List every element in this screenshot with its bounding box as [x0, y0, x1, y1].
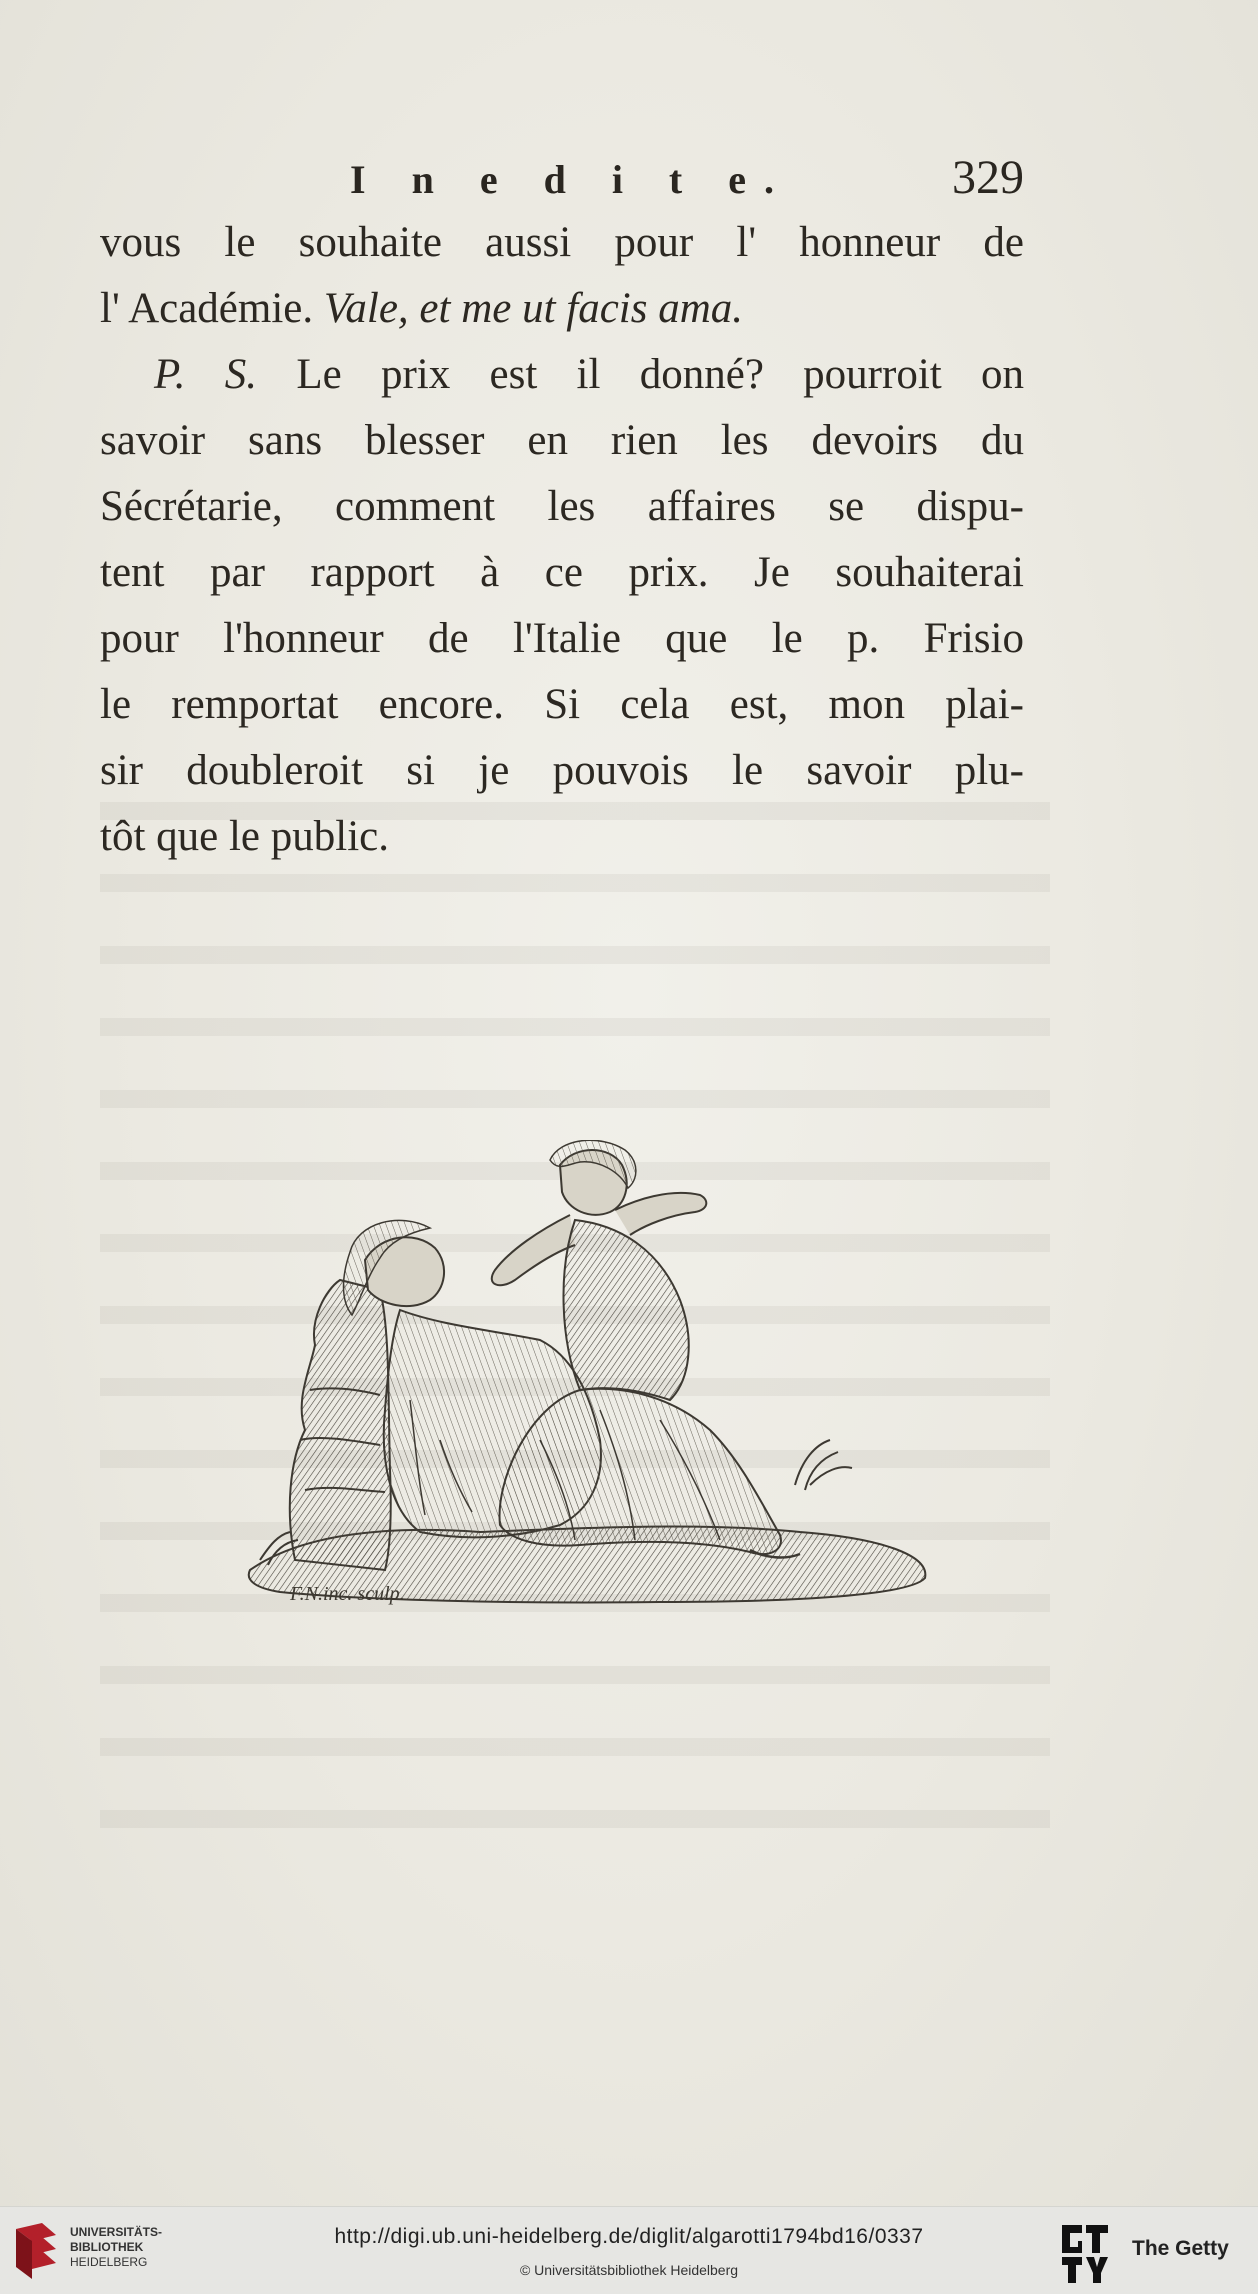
running-title: I n e d i t e. — [350, 157, 792, 202]
text-line: le remportat encore. Si cela est, mon plai- — [100, 681, 1024, 728]
viewer-footer — [0, 2206, 1258, 2294]
text-line: Sécrétarie, comment les affaires se dispu- — [100, 483, 1024, 530]
engraver-signature: F.N.inc. sculp. — [290, 1583, 405, 1605]
text-line: savoir sans blesser en rien les devoirs du — [100, 417, 1024, 464]
partner-name: The Getty — [1132, 2237, 1229, 2260]
body-text — [100, 210, 1024, 870]
getty-logo-icon — [1058, 2221, 1112, 2287]
latin-phrase: Vale, et me ut facis ama. — [323, 285, 744, 332]
text-fragment: l' Académie. — [100, 285, 314, 332]
postscript-marker: P. S. — [154, 351, 258, 398]
text-line: sir doubleroit si je pouvois le savoir plu- — [100, 747, 1024, 794]
text-line — [100, 342, 1024, 408]
page-header — [100, 150, 1024, 210]
text-line: vous le souhaite aussi pour l' honneur de — [100, 219, 1024, 266]
text-line: tôt que le public. — [100, 813, 389, 860]
page-number: 329 — [952, 151, 1024, 204]
text-line: pour l'honneur de l'Italie que le p. Frisio — [100, 615, 1024, 662]
text-line: tent par rapport à ce prix. Je souhaiterai — [100, 549, 1024, 596]
library-name-line: UNIVERSITÄTS- — [70, 2225, 163, 2239]
copyright-notice: © Universitätsbibliothek Heidelberg — [519, 2262, 739, 2278]
library-name-line: HEIDELBERG — [70, 2255, 148, 2269]
engraving-vignette — [240, 1140, 940, 1620]
engraving-illustration — [240, 1140, 940, 1620]
permalink-url[interactable]: http://digi.ub.uni-heidelberg.de/diglit/algarotti1794bd16/0337 — [334, 2225, 924, 2248]
library-name-line: BIBLIOTHEK — [70, 2240, 144, 2254]
text-line — [100, 276, 1024, 342]
text-fragment: Le prix est il donné? pourroit on — [296, 351, 1024, 398]
